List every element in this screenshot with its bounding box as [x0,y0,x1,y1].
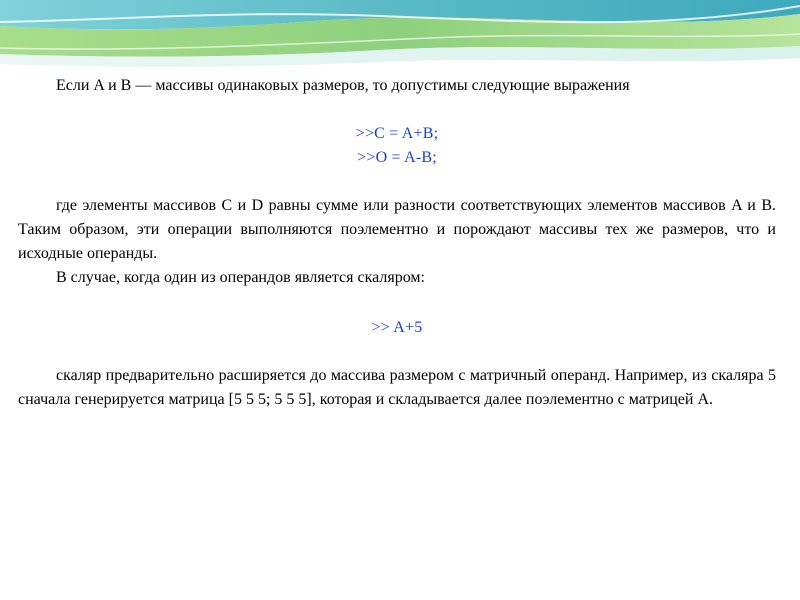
code-line-difference: >>O = A-B; [357,149,437,166]
intro-paragraph: Если A и B — массивы одинаковых размеров, то допустимы следующие выражения [56,77,630,94]
expansion-paragraph: скаляр предварительно расширяется до массива размером с матричный операнд. Например, из скаляра 5 сначала генерируется матрица [5 5 5; 5 5 5], которая и складывается далее поэлементно с матрицей A. [18,367,776,408]
elementwise-paragraph: где элементы массивов C и D равны сумме или разности соответствующих элементов массивов A и B. Таким образом, эти операции выполняются поэлементно и порождают массивы тех же размеров, что и исходные операнды. [18,197,776,262]
slide-body [18,74,776,412]
spacer [18,170,776,194]
decorative-wave-banner [0,0,800,80]
scalar-case-paragraph: В случае, когда один из операндов является скаляром: [56,269,425,286]
code-line-scalar: >> A+5 [371,319,423,336]
code-line-sum: >>C = A+B; [355,125,439,142]
spacer [18,98,776,122]
spacer [18,340,776,364]
spacer [18,290,776,316]
